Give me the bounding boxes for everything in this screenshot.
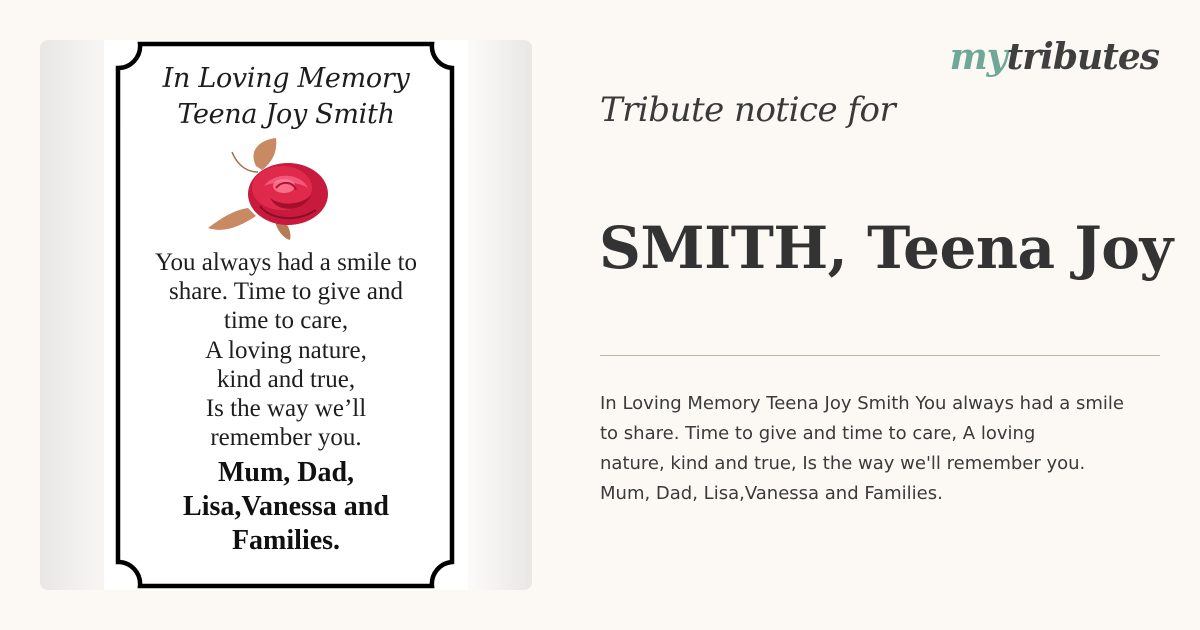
verse-line: A loving nature, [205, 336, 367, 364]
notice-signoff [104, 456, 468, 558]
signoff-line: Families. [231, 525, 341, 556]
signoff-line: Lisa,Vanessa and [183, 491, 389, 522]
verse-line: share. Time to give and [168, 278, 403, 306]
verse-line: You always had a smile to [154, 249, 418, 276]
rose-icon [204, 136, 334, 242]
description-line: In Loving Memory Teena Joy Smith You always had a smile [600, 393, 1124, 414]
logo-tributes: tributes [1006, 36, 1159, 78]
notice-title-line2: Teena Joy Smith [177, 99, 395, 130]
verse-line: remember you. [210, 424, 362, 452]
notice-card [104, 40, 468, 590]
description-line: to share. Time to give and time to care, A loving [600, 423, 1036, 444]
deceased-name: SMITH, Teena Joy [599, 214, 1173, 282]
notice-verse [104, 248, 468, 452]
mytributes-logo[interactable] [950, 36, 1159, 78]
verse-line: kind and true, [216, 365, 356, 393]
description-line: Mum, Dad, Lisa,Vanessa and Families. [600, 483, 943, 504]
tribute-kicker: Tribute notice for [600, 90, 896, 130]
verse-line: time to care, [223, 307, 349, 335]
verse-line: Is the way we’ll [205, 395, 367, 423]
description-line: nature, kind and true, Is the way we'll remember you. [600, 453, 1086, 474]
tribute-description [600, 389, 1192, 509]
notice-title-line1: In Loving Memory [162, 63, 410, 94]
logo-my: my [949, 36, 1007, 78]
signoff-line: Mum, Dad, [217, 457, 355, 488]
divider [600, 355, 1160, 356]
tribute-notice-image [40, 40, 532, 590]
